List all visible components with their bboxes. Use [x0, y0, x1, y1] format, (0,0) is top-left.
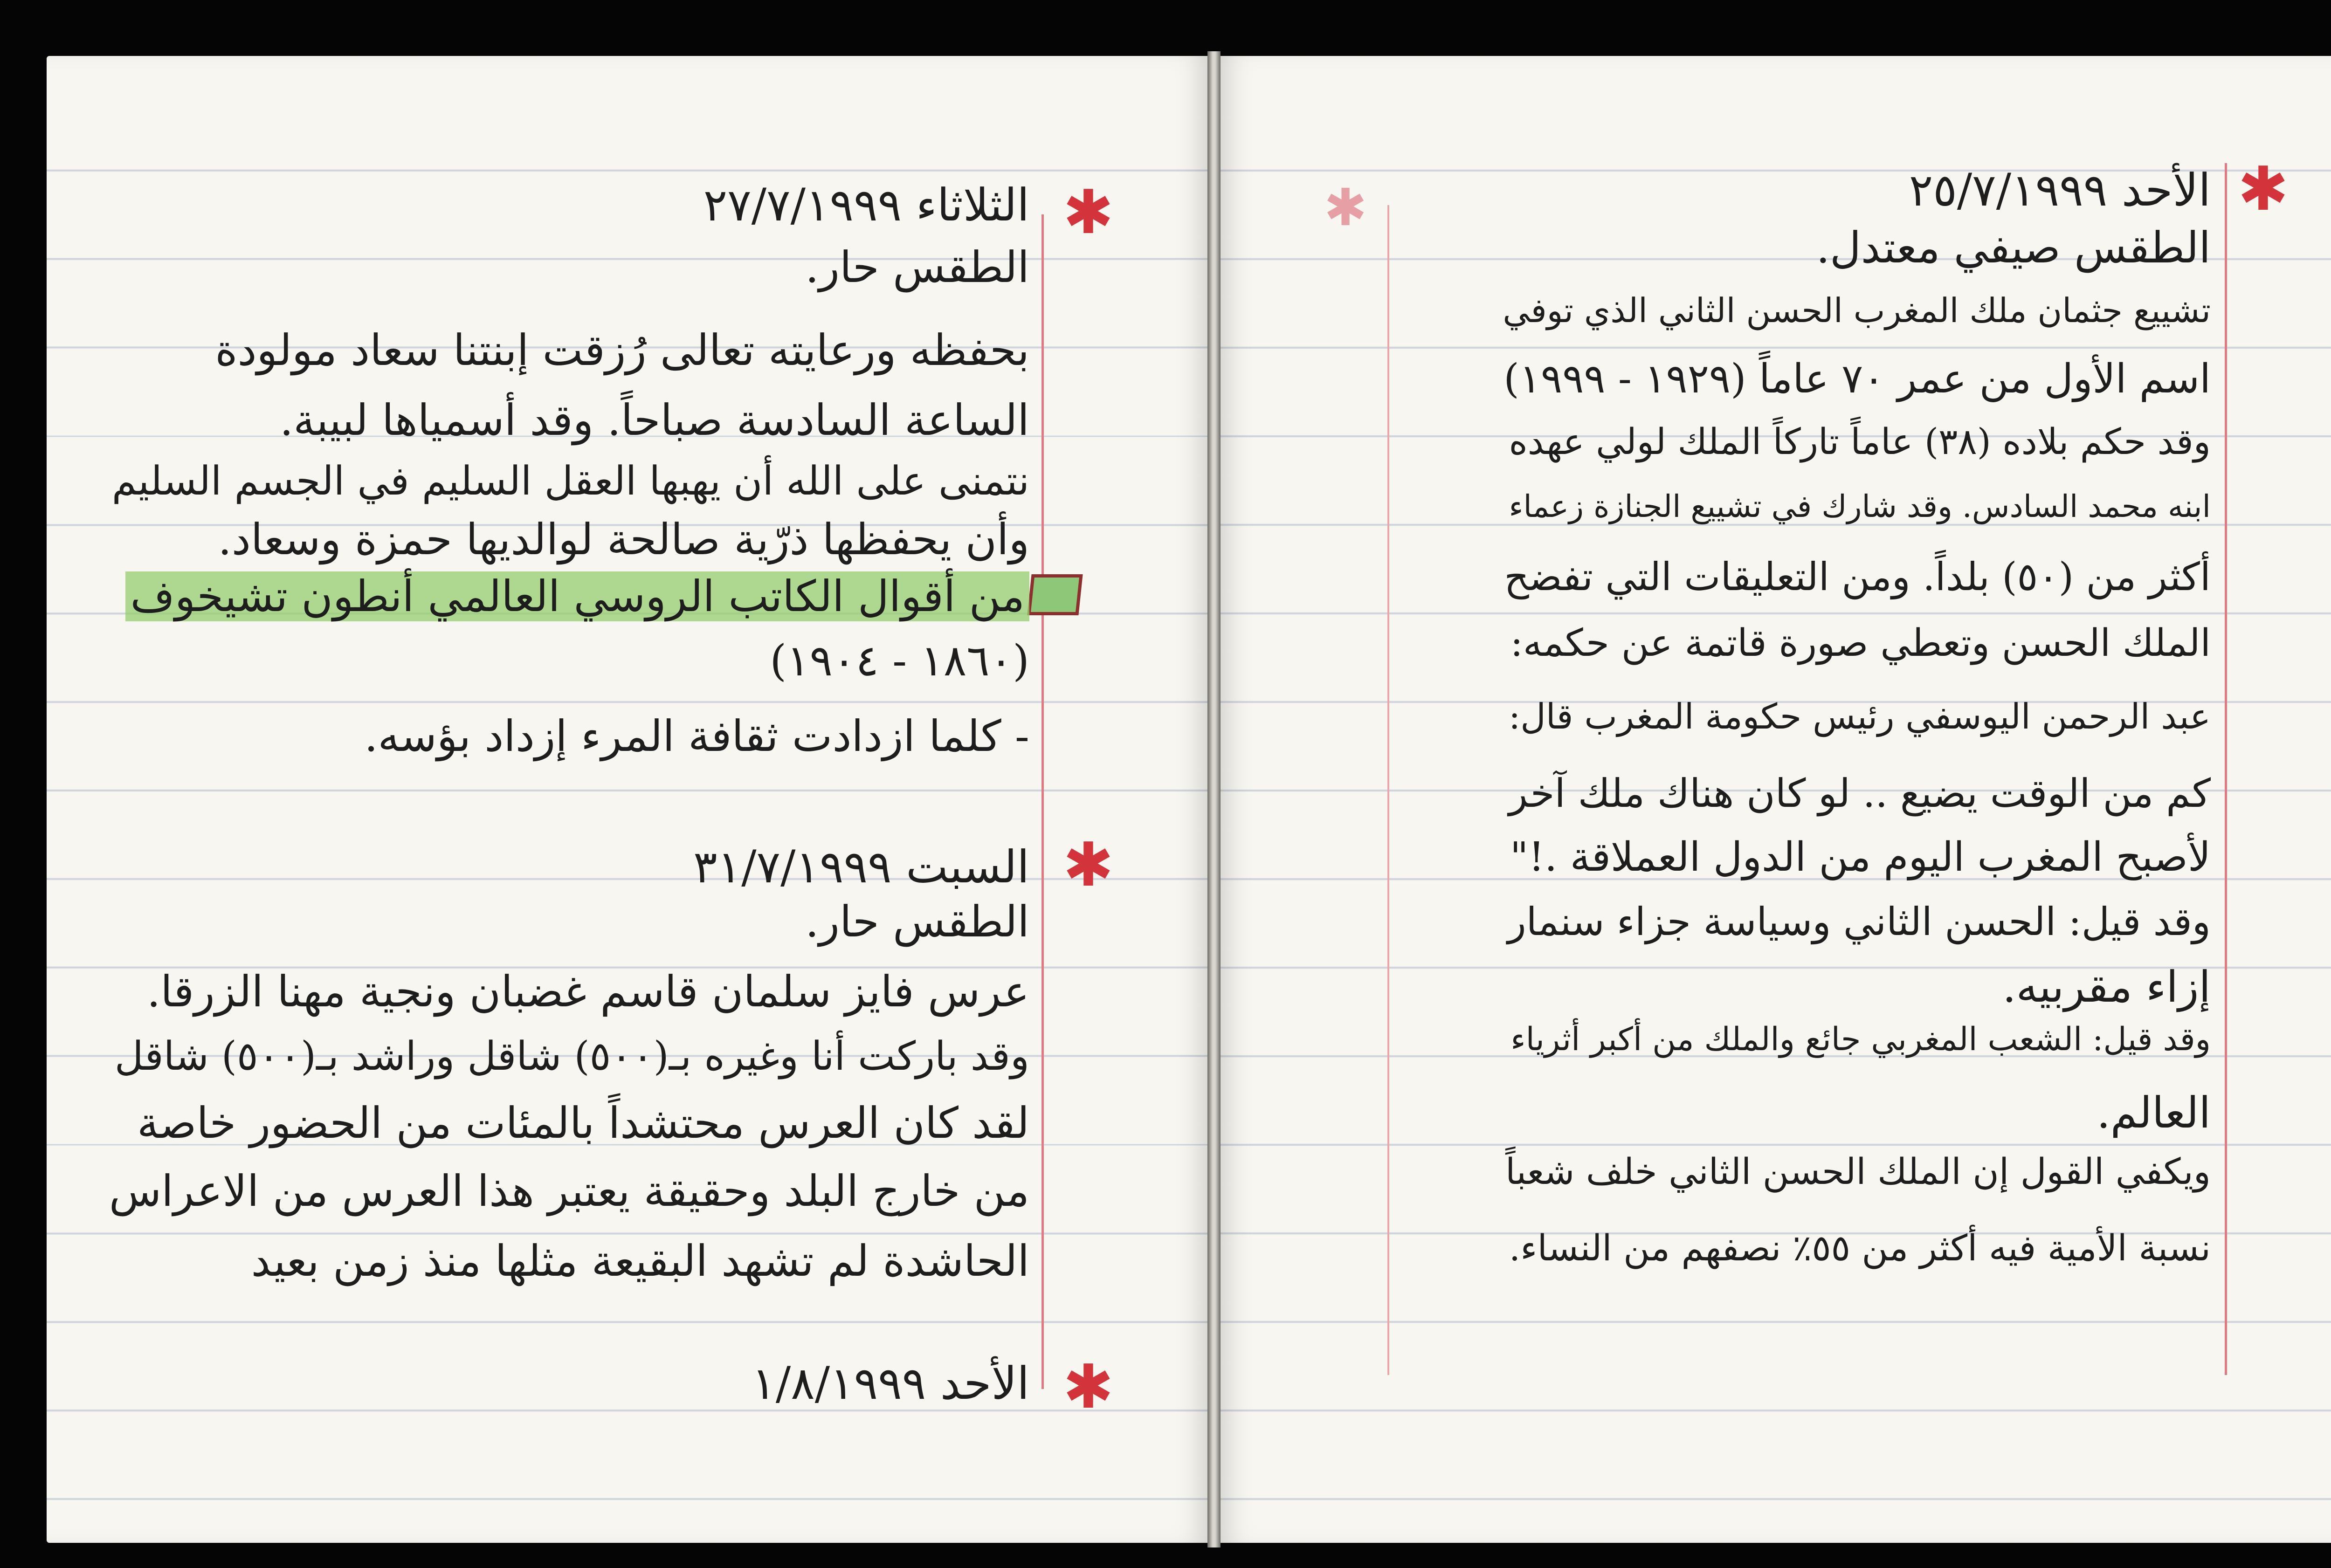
- entry-text-line: عبد الرحمن اليوسفي رئيس حكومة المغرب قال:: [1509, 696, 2211, 737]
- notebook-binding: [1207, 51, 1221, 1547]
- quote-intro: [125, 571, 1029, 621]
- asterisk-mark: ✱: [1063, 829, 1114, 900]
- left-page: [47, 56, 1207, 1543]
- entry-text-line: وقد باركت أنا وغيره بـ(٥٠٠) شاقل وراشد بـ(٥٠٠) شاقل: [114, 1033, 1029, 1080]
- highlight-marker-box: [1027, 574, 1083, 615]
- entry-text-line: الملك الحسن وتعطي صورة قاتمة عن حكمه:: [1510, 621, 2211, 665]
- entry-date-heading: الأحد ٢٥/٧/١٩٩٩: [1909, 164, 2211, 216]
- entry-text-line: ويكفي القول إن الملك الحسن الثاني خلف شعباً: [1505, 1151, 2211, 1193]
- entry-text-line: تشييع جثمان ملك المغرب الحسن الثاني الذي توفي: [1503, 291, 2211, 330]
- entry-text-line: كم من الوقت يضيع .. لو كان هناك ملك آخر: [1509, 770, 2211, 816]
- entry-text-line: وقد قيل: الشعب المغربي جائع والملك من أكبر أثرياء: [1510, 1021, 2211, 1058]
- entry-text-line: وقد قيل: الحسن الثاني وسياسة جزاء سنمار: [1507, 899, 2211, 944]
- entry-date-heading: الثلاثاء ٢٧/٧/١٩٩٩: [703, 179, 1029, 231]
- entry-text-line: الساعة السادسة صباحاً. وقد أسمياها لبيبة.: [279, 395, 1029, 445]
- entry-text-line: الحاشدة لم تشهد البقيعة مثلها منذ زمن بعيد: [251, 1236, 1029, 1286]
- quote-text: - كلما ازدادت ثقافة المرء إزداد بؤسه.: [364, 711, 1029, 761]
- left-page-margin-line: [1041, 214, 1044, 1389]
- entry-text-line: نسبة الأمية فيه أكثر من ٥٥٪ نصفهم من النساء.: [1509, 1228, 2211, 1269]
- entry-weather: الطقس حار.: [805, 897, 1029, 947]
- asterisk-mark-faint: ✱: [1324, 178, 1367, 237]
- entry-text-line: لقد كان العرس محتشداً بالمئات من الحضور خاصة: [137, 1098, 1029, 1148]
- right-page-inner-margin-line: [1387, 205, 1389, 1375]
- entry-text-line: ابنه محمد السادس. وقد شارك في تشييع الجنازة زعماء: [1509, 488, 2211, 524]
- entry-date-heading: السبت ٣١/٧/١٩٩٩: [693, 841, 1029, 893]
- entry-text-line: من خارج البلد وحقيقة يعتبر هذا العرس من الاعراس: [109, 1166, 1029, 1216]
- entry-weather: الطقس حار.: [805, 242, 1029, 292]
- entry-text-line: لأصبح المغرب اليوم من الدول العملاقة .!": [1510, 834, 2211, 880]
- entry-weather: الطقس صيفي معتدل.: [1816, 223, 2211, 273]
- entry-text-line: العالم.: [2097, 1088, 2211, 1138]
- highlighted-text: من أقوال الكاتب الروسي العالمي أنطون تشيخوف: [125, 571, 1029, 621]
- asterisk-mark: ✱: [1063, 177, 1114, 248]
- quote-years: (١٨٦٠ - ١٩٠٤): [770, 636, 1029, 686]
- entry-text-line: اسم الأول من عمر ٧٠ عاماً (١٩٢٩ - ١٩٩٩): [1503, 356, 2211, 402]
- right-page-margin-line: [2225, 163, 2227, 1375]
- entry-text-line: بحفظه ورعايته تعالى رُزقت إبنتنا سعاد مولودة: [215, 325, 1029, 375]
- asterisk-mark: ✱: [2238, 153, 2289, 224]
- entry-text-line: نتمنى على الله أن يهبها العقل السليم في الجسم السليم: [111, 458, 1029, 504]
- asterisk-mark: ✱: [1063, 1351, 1114, 1422]
- entry-date-heading: الأحد ١/٨/١٩٩٩: [752, 1357, 1029, 1410]
- entry-text-line: إزاء مقربيه.: [2002, 962, 2211, 1012]
- entry-text-line: أكثر من (٥٠) بلداً. ومن التعليقات التي تفضح: [1504, 554, 2211, 599]
- entry-text-line: عرس فايز سلمان قاسم غضبان ونجية مهنا الزرقا.: [147, 967, 1029, 1017]
- entry-text-line: وأن يحفظها ذرّية صالحة لوالديها حمزة وسعاد.: [218, 515, 1029, 564]
- entry-text-line: وقد حكم بلاده (٣٨) عاماً تاركاً الملك لولي عهده: [1509, 421, 2211, 463]
